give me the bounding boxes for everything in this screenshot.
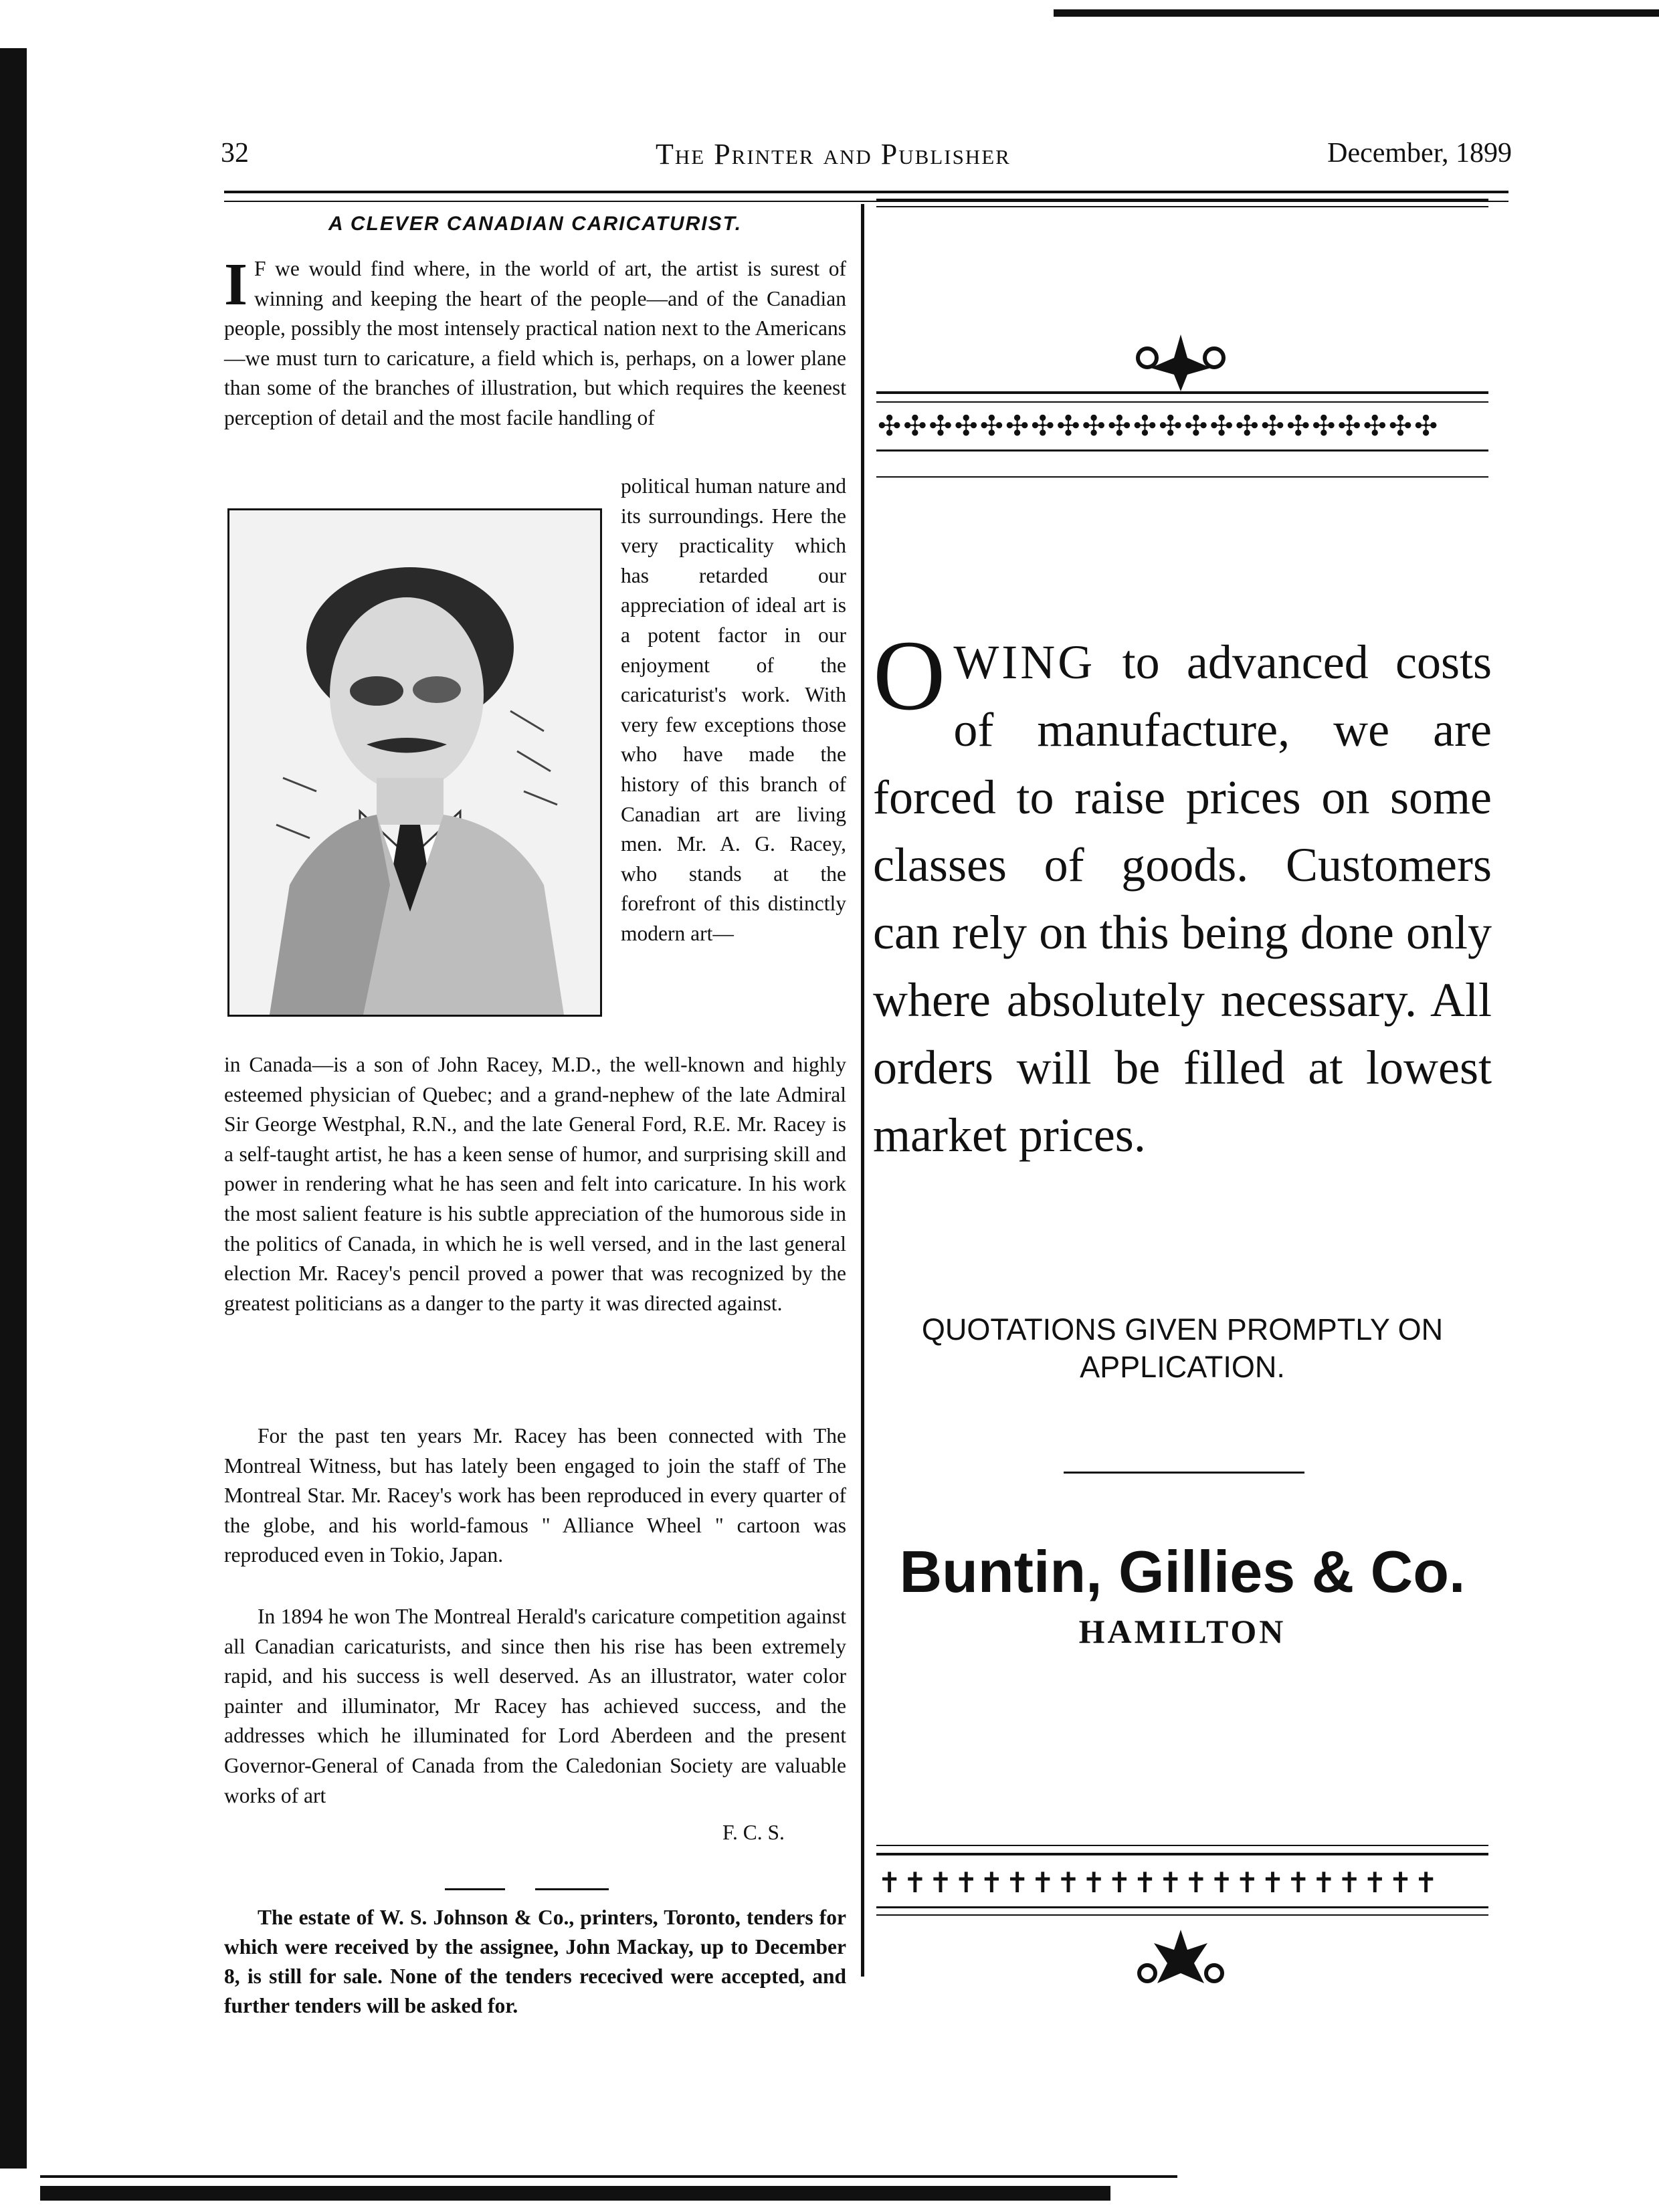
- ornament-rule-3: [876, 449, 1488, 451]
- company-name: Buntin, Gillies & Co.: [899, 1538, 1466, 1605]
- ad-dropcap: O: [873, 620, 946, 731]
- article-signature: F. C. S.: [722, 1821, 785, 1844]
- article-paragraph-1: [224, 254, 846, 433]
- ad-rule-top: [876, 199, 1488, 201]
- ornament-rule-6: [876, 1853, 1488, 1855]
- ornament-rule-4: [876, 476, 1488, 478]
- ornament-rule-5: [876, 1845, 1488, 1846]
- ad-first-word: WING: [953, 635, 1096, 689]
- cross-border-top: ✣✣✣✣✣✣✣✣✣✣✣✣✣✣✣✣✣✣✣✣✣✣: [878, 409, 1440, 442]
- left-edge-bar: [0, 48, 27, 2169]
- article-paragraph-2: For the past ten years Mr. Racey has been connected with The Montreal Witness, but has lately been engaged to join the staff of The Montreal Star. Mr. Racey's work has been reproduced in every quarter of the globe, and his world-famous " Alliance Wheel " cartoon was reproduced even in Tokio, Japan.: [224, 1424, 846, 1567]
- ad-rule-top-2: [876, 206, 1488, 207]
- ad-body: [873, 620, 1492, 1169]
- page-number: 32: [221, 138, 249, 169]
- running-title: The Printer and Publisher: [656, 138, 1011, 171]
- ornament-rule-7: [876, 1906, 1488, 1908]
- quotations-notice: QUOTATIONS GIVEN PROMPTLY ON APPLICATION.: [921, 1312, 1444, 1384]
- estate-notice: The estate of W. S. Johnson & Co., printers, Toronto, tenders for which were received by the assignee, John Mackay, up to December 8, is still for sale. None of the tenders rececived were accepted, and further tenders will be asked for.: [224, 1906, 846, 2017]
- bottom-edge-rule: [40, 2175, 1177, 2178]
- article-dropcap: I: [224, 252, 248, 318]
- section-rule-left: [445, 1888, 505, 1890]
- top-edge-bar: [1054, 9, 1659, 17]
- cross-border-bottom: ✝✝✝✝✝✝✝✝✝✝✝✝✝✝✝✝✝✝✝✝✝✝: [878, 1866, 1440, 1899]
- article-paragraph-1-end: in Canada—is a son of John Racey, M.D., the well-known and highly esteemed physician of Quebec; and a grand-nephew of the late Admiral Sir George Westphal, R.N., and the late General Ford, R.E. Mr. Racey is a self-taught artist, he has a keen sense of humor, and surprising skill and power in rendering what he has seen and felt into caricature. In his work the most salient feature is his subtle appreciation of the humorous side in the politics of Canada, in which he is well versed, and in the last general election Mr. Racey's pencil proved a power that was recognized by the greatest politicians as a danger to the party it was directed against.: [224, 1053, 846, 1315]
- ornament-rule-1: [876, 391, 1488, 394]
- header-rule: [224, 191, 1508, 193]
- ornament-rule-8: [876, 1914, 1488, 1916]
- running-header: [221, 137, 1512, 184]
- article-paragraph-1-side: political human nature and its surroundings. Here the very practicality which has retarded our appreciation of ideal art is a potent factor in our enjoyment of the caricaturist's work. With very few exceptions those who have made the history of this branch of Canadian art are living men. Mr. A. G. Racey, who stands at the forefront of this distinctly modern art—: [621, 474, 846, 945]
- ad-body-text: to advanced costs of manufacture, we are forced to raise prices on some classes of goods. Customers can rely on this being done only where absolutely necessary. All orders will be filled at lowest market prices.: [873, 635, 1492, 1162]
- fleuron-bottom-icon: [1131, 1926, 1231, 2004]
- issue-date: December, 1899: [1327, 138, 1512, 169]
- header-rule-thin: [224, 201, 1508, 202]
- article-paragraph-1-text: F we would find where, in the world of art, the artist is surest of winning and keeping the heart of the people—and of the Canadian people, possibly the most intensely practical nation next to the Americans—we must turn to caricature, a field which is, perhaps, on a lower plane than some of the branches of illustration, but which requires the keenest perception of detail and the most facile handling of: [224, 257, 846, 429]
- ad-separator-rule: [1064, 1472, 1304, 1474]
- bottom-edge-bar: [40, 2186, 1110, 2201]
- portrait-illustration: [229, 510, 600, 1015]
- article-paragraph-3: In 1894 he won The Montreal Herald's caricature competition against all Canadian caricaturists, and since then his rise has been extremely rapid, and his success is well deserved. As an illustrator, water color painter and illuminator, Mr Racey has achieved success, and the addresses which he illuminated for Lord Aberdeen and the present Governor-General of Canada from the Caledonian Society are valuable works of art: [224, 1605, 846, 1807]
- column-divider: [861, 204, 864, 1977]
- portrait-photo: [227, 508, 602, 1017]
- ornament-rule-2: [876, 401, 1488, 403]
- company-city: HAMILTON: [1078, 1613, 1286, 1650]
- article-title: A CLEVER CANADIAN CARICATURIST.: [328, 213, 743, 235]
- section-rule-right: [535, 1888, 609, 1890]
